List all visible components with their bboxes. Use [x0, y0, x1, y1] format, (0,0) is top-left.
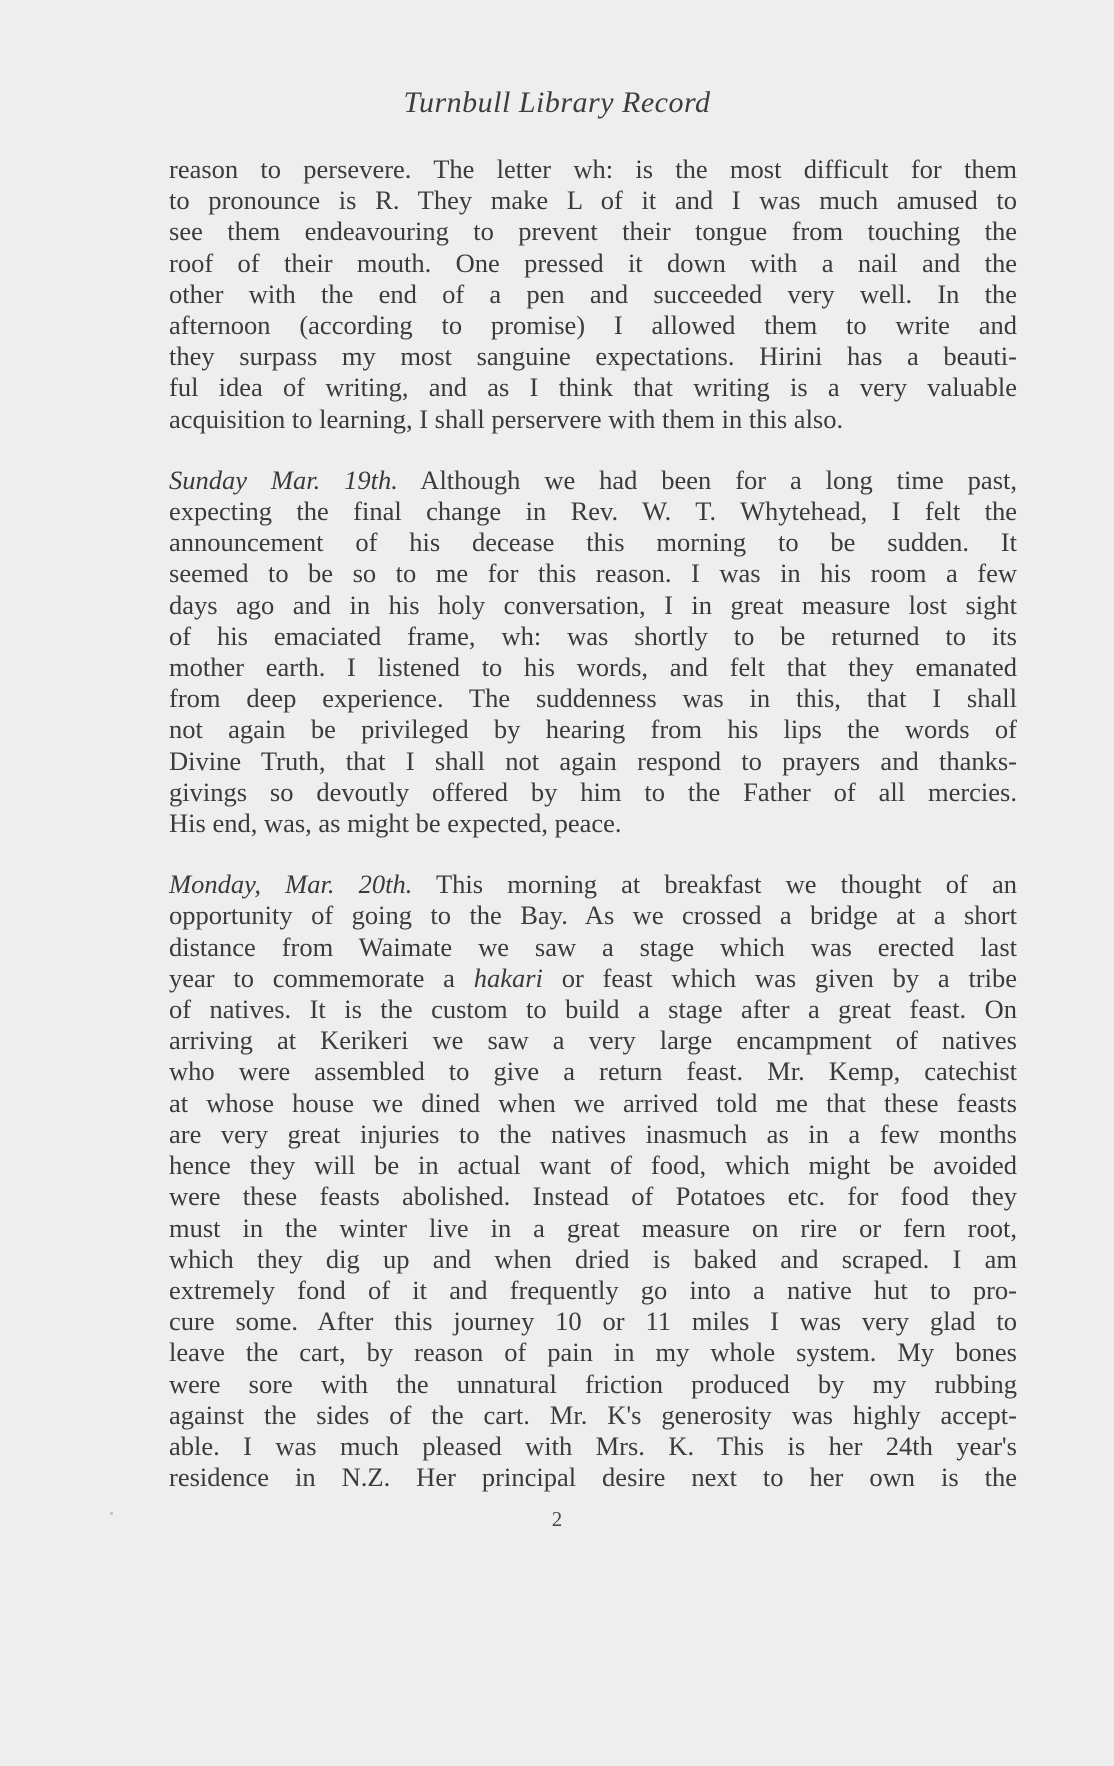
text-line: to pronounce is R. They make L of it and I was much amused to: [169, 185, 1017, 216]
text-line: other with the end of a pen and succeeded very well. In the: [169, 278, 1017, 309]
text-line: are very great injuries to the natives inasmuch as in a few months: [169, 1118, 1017, 1149]
text-line: announcement of his decease this morning to be sudden. It: [169, 527, 1017, 558]
text-line: givings so devoutly offered by him to the Father of all mercies.: [169, 776, 1017, 807]
text-line: against the sides of the cart. Mr. K's generosity was highly accept-: [169, 1399, 1017, 1430]
text-line: of natives. It is the custom to build a stage after a great feast. On: [169, 994, 1017, 1025]
paragraph-3: [169, 869, 1017, 1493]
text-line: residence in N.Z. Her principal desire next to her own is the: [169, 1462, 1017, 1493]
text-line: [169, 465, 1017, 496]
text-line: hence they will be in actual want of food, which might be avoided: [169, 1150, 1017, 1181]
text-line: mother earth. I listened to his words, and felt that they emanated: [169, 652, 1017, 683]
page-number: 2: [551, 1507, 563, 1531]
text-line: were sore with the unnatural friction produced by my rubbing: [169, 1368, 1017, 1399]
text-run: year to commemorate a: [169, 962, 474, 993]
text-line: ful idea of writing, and as I think that writing is a very valuable: [169, 372, 1017, 403]
text-line: opportunity of going to the Bay. As we crossed a bridge at a short: [169, 900, 1017, 931]
text-line: who were assembled to give a return feast. Mr. Kemp, catechist: [169, 1056, 1017, 1087]
text-line: they surpass my most sanguine expectations. Hirini has a beauti-: [169, 341, 1017, 372]
text-line: see them endeavouring to prevent their tongue from touching the: [169, 216, 1017, 247]
text-line: expecting the final change in Rev. W. T. Whytehead, I felt the: [169, 496, 1017, 527]
text-line: afternoon (according to promise) I allowed them to write and: [169, 310, 1017, 341]
paragraph-2: [169, 465, 1017, 839]
text-run: This morning at breakfast we thought of an: [412, 869, 1017, 900]
text-line: which they dig up and when dried is baked and scraped. I am: [169, 1243, 1017, 1274]
text-line: at whose house we dined when we arrived told me that these feasts: [169, 1087, 1017, 1118]
text-line: Divine Truth, that I shall not again respond to prayers and thanks-: [169, 745, 1017, 776]
text-line: arriving at Kerikeri we saw a very large encampment of natives: [169, 1025, 1017, 1056]
text-line: seemed to be so to me for this reason. I was in his room a few: [169, 558, 1017, 589]
entry-date: Monday, Mar. 20th.: [169, 869, 413, 900]
text-run: Although we had been for a long time past,: [397, 464, 1017, 495]
maori-term: hakari: [473, 962, 543, 993]
entry-date: Sunday Mar. 19th.: [169, 464, 398, 495]
text-line: of his emaciated frame, wh: was shortly to be returned to its: [169, 620, 1017, 651]
text-line: [169, 869, 1017, 900]
text-line: reason to persevere. The letter wh: is the most difficult for them: [169, 154, 1017, 184]
text-line: from deep experience. The suddenness was in this, that I shall: [169, 683, 1017, 714]
running-head: Turnbull Library Record: [403, 86, 711, 119]
text-run: or feast which was given by a tribe: [542, 962, 1018, 993]
text-line: able. I was much pleased with Mrs. K. This is her 24th year's: [169, 1430, 1017, 1461]
text-line: extremely fond of it and frequently go into a native hut to pro-: [169, 1274, 1017, 1305]
text-line: not again be privileged by hearing from his lips the words of: [169, 714, 1017, 745]
text-line: [169, 963, 1017, 994]
body-text: [169, 154, 1017, 1493]
text-line: His end, was, as might be expected, peace.: [169, 808, 622, 839]
text-line: must in the winter live in a great measure on rire or fern root,: [169, 1212, 1017, 1243]
text-line: acquisition to learning, I shall perservere with them in this also.: [169, 403, 844, 434]
text-line: were these feasts abolished. Instead of Potatoes etc. for food they: [169, 1181, 1017, 1212]
text-line: days ago and in his holy conversation, I in great measure lost sight: [169, 589, 1017, 620]
text-line: cure some. After this journey 10 or 11 miles I was very glad to: [169, 1306, 1017, 1337]
text-line: leave the cart, by reason of pain in my whole system. My bones: [169, 1337, 1017, 1368]
text-line: roof of their mouth. One pressed it down with a nail and the: [169, 247, 1017, 278]
paragraph-1: [169, 154, 1017, 435]
text-line: distance from Waimate we saw a stage which was erected last: [169, 931, 1017, 962]
